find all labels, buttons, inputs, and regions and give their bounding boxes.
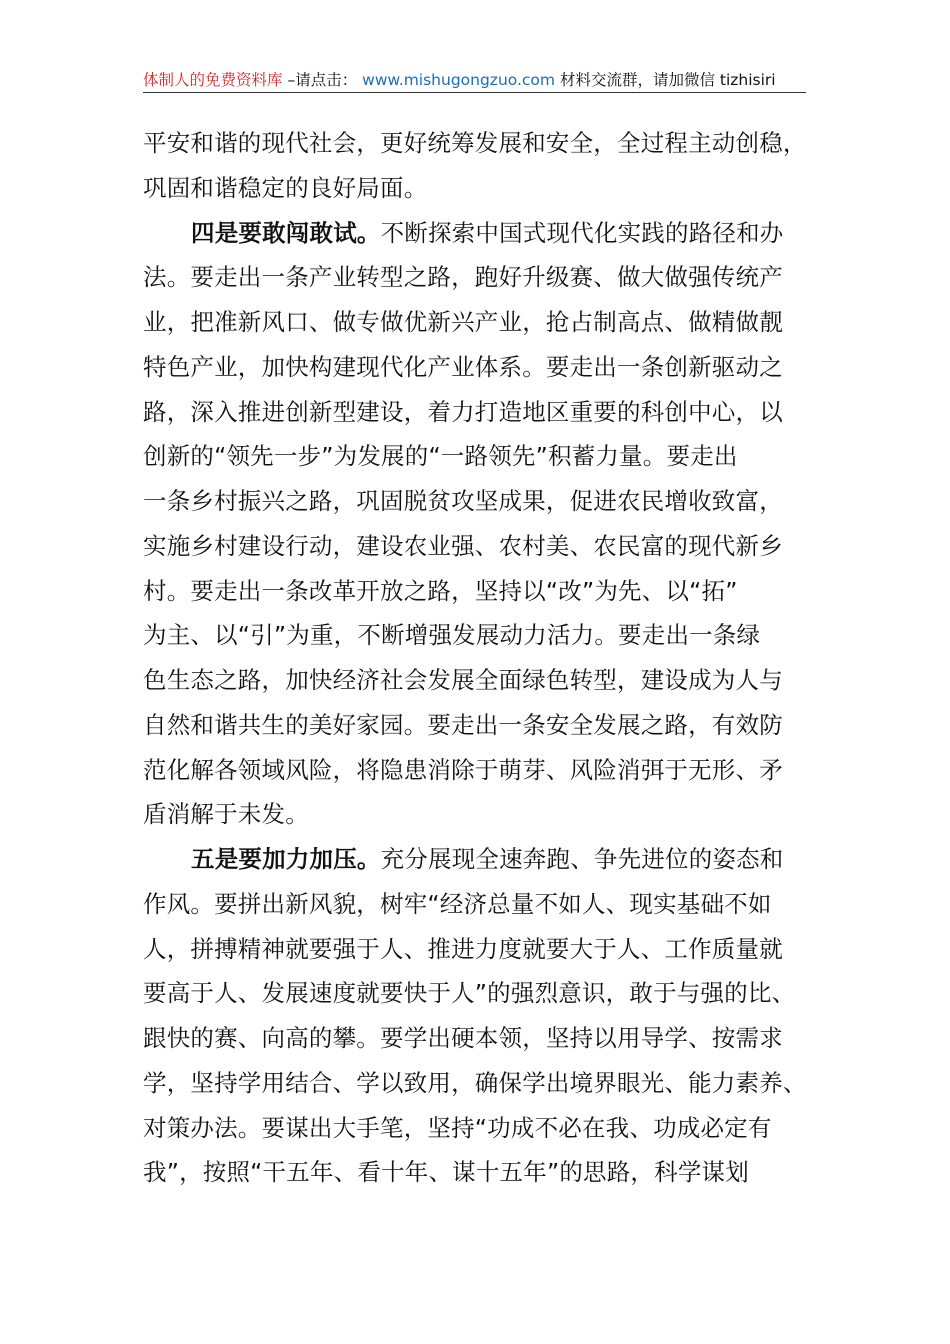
paragraph-line [143, 1150, 813, 1195]
line-text: 为主、以“引”为重，不断增强发展动力活力。要走出一条绿 [143, 621, 761, 650]
line-text: 业，把准新风口、做专做优新兴产业，抢占制高点、做精做靓 [143, 308, 783, 336]
paragraph-line [143, 524, 813, 569]
line-text: 创新的“领先一步”为发展的“一路领先”积蓄力量。要走出 [143, 442, 738, 471]
line-text: 特色产业，加快构建现代化产业体系。要走出一条创新驱动之 [143, 352, 783, 381]
line-text: 法。要走出一条产业转型之路，跑好升级赛、做大做强传统产 [143, 263, 783, 292]
line-text: 范化解各领域风险，将隐患消除于萌芽、风险消弭于无形、矛 [143, 755, 783, 784]
paragraph-line [143, 971, 813, 1016]
paragraph-line [143, 748, 813, 793]
paragraph-line [143, 121, 813, 166]
paragraph-line [143, 1016, 813, 1061]
line-text: 我”，按照“干五年、看十年、谋十五年”的思路，科学谋划 [143, 1158, 749, 1187]
line-text: 巩固和谐稳定的良好局面。 [143, 173, 428, 202]
paragraph-line [143, 703, 813, 748]
page-header [143, 70, 806, 93]
paragraph-line [143, 255, 813, 300]
paragraph-line [143, 390, 813, 435]
paragraph-line [143, 1061, 813, 1106]
paragraph-line [143, 479, 813, 524]
paragraph-line [143, 1106, 813, 1151]
paragraph-line [143, 927, 813, 972]
document-body [143, 121, 813, 1195]
header-suffix: 材料交流群，请加微信 tizhisiri [559, 71, 776, 89]
header-prompt: –请点击： [287, 71, 358, 89]
line-text: 人，拼搏精神就要强于人、推进力度就要大于人、工作质量就 [143, 934, 783, 963]
line-text: 色生态之路，加快经济社会发展全面绿色转型，建设成为人与 [143, 666, 783, 694]
line-text: 作风。要拼出新风貌，树牢“经济总量不如人、现实基础不如 [143, 889, 772, 918]
line-text: 平安和谐的现代社会，更好统筹发展和安全，全过程主动创稳， [143, 129, 807, 157]
line-text: 学，坚持学用结合、学以致用，确保学出境界眼光、能力素养、 [143, 1068, 807, 1097]
line-text: 一条乡村振兴之路，巩固脱贫攻坚成果，促进农民增收致富， [143, 487, 783, 515]
paragraph-line [143, 300, 813, 345]
line-text: 自然和谐共生的美好家园。要走出一条安全发展之路，有效防 [143, 710, 783, 739]
paragraph-line [143, 792, 813, 837]
paragraph-line [143, 166, 813, 211]
bold-heading: 四是要敢闯敢试。 [191, 218, 381, 247]
line-text: 村。要走出一条改革开放之路，坚持以“改”为先、以“拓” [143, 576, 738, 605]
line-text: 要高于人、发展速度就要快于人”的强烈意识，敢于与强的比、 [143, 979, 796, 1008]
line-text: 对策办法。要谋出大手笔，坚持“功成不必在我、功成必定有 [143, 1113, 772, 1142]
line-text: 盾消解于未发。 [143, 800, 309, 829]
line-text: 充分展现全速奔跑、争先进位的姿态和 [380, 845, 784, 873]
line-text: 路，深入推进创新型建设，着力打造地区重要的科创中心，以 [143, 397, 783, 426]
site-link[interactable]: www.mishugongzuo.com [362, 71, 556, 89]
paragraph-line [143, 434, 813, 479]
paragraph-line [143, 837, 813, 882]
line-text: 跟快的赛、向高的攀。要学出硬本领，坚持以用导学、按需求 [143, 1024, 783, 1052]
paragraph-line [143, 345, 813, 390]
paragraph-line [143, 211, 813, 256]
paragraph-line [143, 569, 813, 614]
line-text: 不断探索中国式现代化实践的路径和办 [380, 218, 784, 247]
line-text: 实施乡村建设行动，建设农业强、农村美、农民富的现代新乡 [143, 531, 783, 560]
paragraph-line [143, 658, 813, 703]
site-name: 体制人的免费资料库 [143, 71, 283, 89]
paragraph-line [143, 882, 813, 927]
paragraph-line [143, 613, 813, 658]
bold-heading: 五是要加力加压。 [191, 845, 381, 873]
